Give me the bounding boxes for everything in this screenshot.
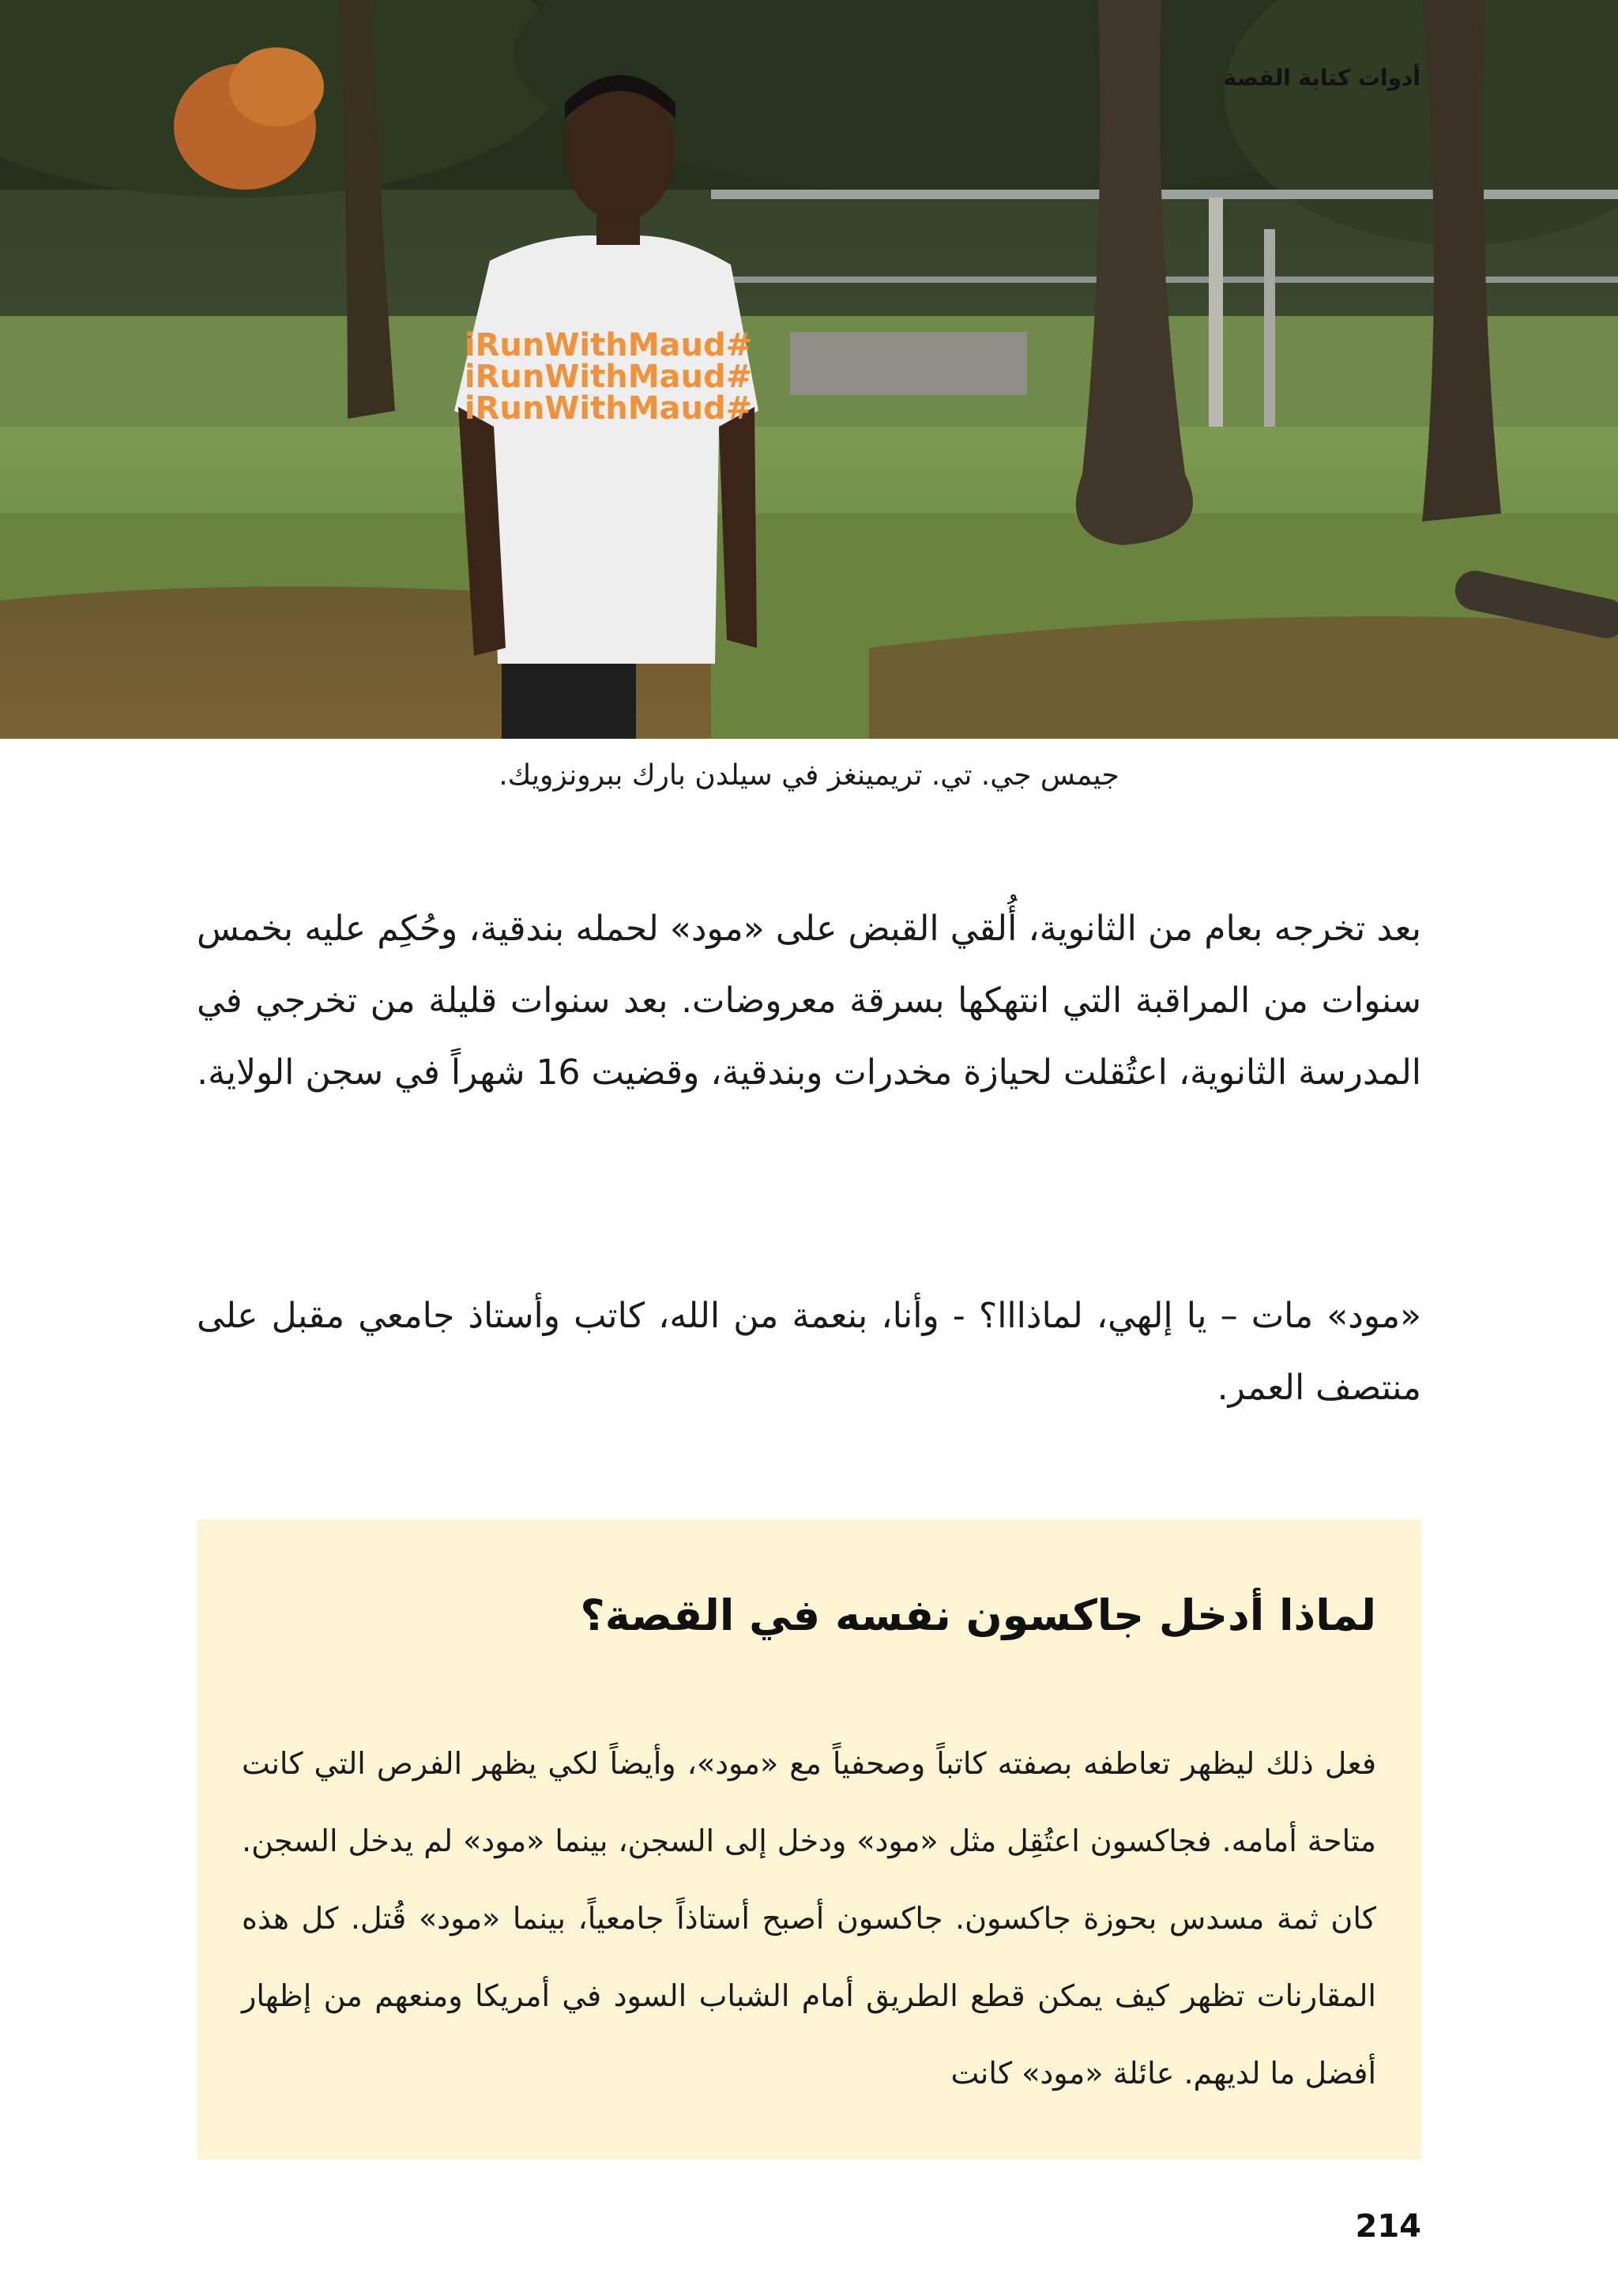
page-number: 214 [1355,2208,1421,2245]
photo-caption: جيمس جي. تي. تريمينغز في سيلدن بارك ببرونزويك. [499,759,1119,792]
sidebar-text: فعل ذلك ليظهر تعاطفه بصفته كاتباً وصحفياً مع «مود»، وأيضاً لكي يظهر الفرص التي كانت متاحة أمامه. فجاكسون اعتُقِل مثل «مود» ودخل إلى السجن، بينما «مود» لم يدخل السجن. كان ثمة مسدس بحوزة جاكسون. جاكسون أصبح أستاذاً جامعياً، بينما «مود» قُتل. كل هذه المقارنات تظهر كيف يمكن قطع الطريق أمام الشباب السود في أمريكا ومنعهم من إظهار أفضل ما لديهم. عائلة «مود» كانت [242,1746,1376,2091]
running-header: أدوات كتابة القصة [1223,65,1420,91]
body-paragraph-2: «مود» مات – يا إلهي، لماذااا؟ - وأنا، بنعمة من الله، كاتب وأستاذ جامعي مقبل على منتصف العمر. [197,1296,1421,1408]
sidebar-title: لماذا أدخل جاكسون نفسه في القصة؟ [580,1590,1376,1640]
svg-text:#iRunWithMaud: #iRunWithMaud [464,359,753,395]
body-paragraph-1: بعد تخرجه بعام من الثانوية، أُلقي القبض على «مود» لحمله بندقية، وحُكِم عليه بخمس سنوات من المراقبة التي انتهكها بسرقة معروضات. بعد سنوات قليلة من تخرجي في المدرسة الثانوية، اعتُقلت لحيازة مخدرات وبندقية، وقضيت 16 شهراً في سجن الولاية. [197,909,1421,1093]
park-portrait-image [0,0,1618,739]
sidebar-box [197,1519,1421,2159]
article-photo [0,0,1618,739]
svg-text:#iRunWithMaud: #iRunWithMaud [464,390,753,427]
svg-text:#iRunWithMaud: #iRunWithMaud [464,327,753,363]
